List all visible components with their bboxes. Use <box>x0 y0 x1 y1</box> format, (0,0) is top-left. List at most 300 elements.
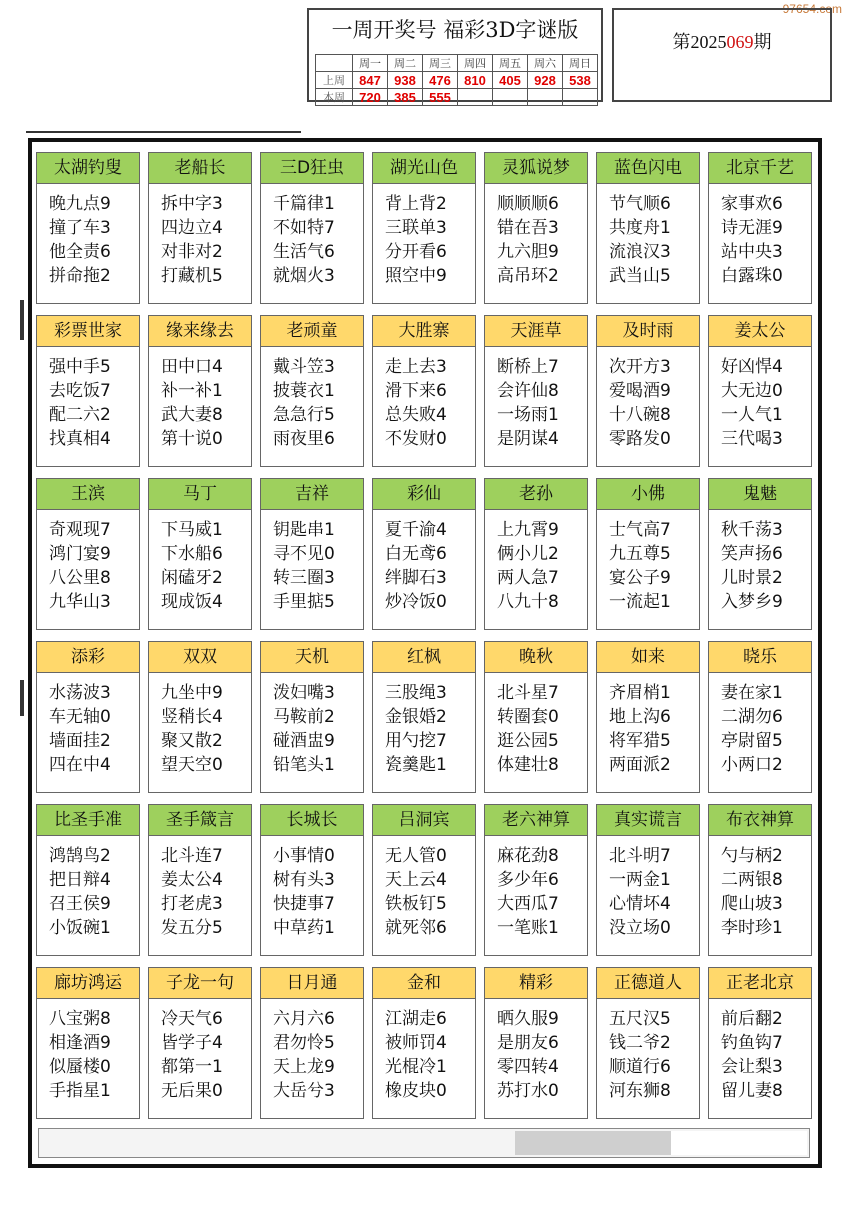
card-title: 子龙一句 <box>149 968 251 999</box>
riddle-line: 十八碗8 <box>609 405 671 425</box>
card-title: 吕洞宾 <box>373 805 475 836</box>
riddle-line: 背上背2 <box>385 194 447 214</box>
riddle-line: 爱喝酒9 <box>609 381 671 401</box>
riddle-line: 节气顺6 <box>609 194 671 214</box>
riddle-line: 四边立4 <box>161 218 223 238</box>
card-title: 王滨 <box>37 479 139 510</box>
riddle-line: 树有头3 <box>273 870 335 890</box>
riddle-line: 鸿门宴9 <box>49 544 111 564</box>
card-lines <box>37 184 139 288</box>
riddle-line: 金银婚2 <box>385 707 447 727</box>
card-title: 日月通 <box>261 968 363 999</box>
result-cell: 538 <box>563 72 598 89</box>
result-cell <box>493 89 528 106</box>
riddle-line: 八公里8 <box>49 568 111 588</box>
riddle-line: 留儿妻8 <box>721 1081 783 1101</box>
card-lines <box>597 999 699 1103</box>
card-title: 太湖钓叟 <box>37 153 139 184</box>
card-title: 精彩 <box>485 968 587 999</box>
riddle-line: 武当山5 <box>609 266 671 286</box>
riddle-line: 快捷事7 <box>273 894 335 914</box>
watermark: 97654.com <box>782 2 842 16</box>
riddle-line: 没立场0 <box>609 918 671 938</box>
result-cell: 405 <box>493 72 528 89</box>
card-title: 马丁 <box>149 479 251 510</box>
card-title: 蓝色闪电 <box>597 153 699 184</box>
riddle-line: 一两金1 <box>609 870 671 890</box>
result-cell <box>528 89 563 106</box>
riddle-line: 中草药1 <box>273 918 335 938</box>
period-number <box>614 28 830 54</box>
riddle-line: 分开看6 <box>385 242 447 262</box>
riddle-line: 心情坏4 <box>609 894 671 914</box>
riddle-card <box>260 641 364 793</box>
result-cell <box>458 89 493 106</box>
card-lines <box>261 184 363 288</box>
riddle-line: 二两银8 <box>721 870 783 890</box>
card-lines <box>709 999 811 1103</box>
riddle-line: 二湖勿6 <box>721 707 783 727</box>
riddle-line: 妻在家1 <box>721 683 783 703</box>
riddle-line: 补一补1 <box>161 381 223 401</box>
riddle-card <box>596 315 700 467</box>
card-lines <box>597 347 699 451</box>
riddle-line: 碰酒盅9 <box>273 731 335 751</box>
riddle-line: 闲磕牙2 <box>161 568 223 588</box>
riddle-line: 北斗星7 <box>497 683 559 703</box>
riddle-line: 一流起1 <box>609 592 671 612</box>
riddle-line: 三代喝3 <box>721 429 783 449</box>
card-title: 老六神算 <box>485 805 587 836</box>
riddle-line: 士气高7 <box>609 520 671 540</box>
riddle-line: 皆学子4 <box>161 1033 223 1053</box>
riddle-line: 站中央3 <box>721 242 783 262</box>
scan-mark <box>20 680 24 716</box>
card-lines <box>373 347 475 451</box>
riddle-line: 都第一1 <box>161 1057 223 1077</box>
riddle-card <box>372 315 476 467</box>
riddle-card <box>36 315 140 467</box>
riddle-line: 白露珠0 <box>721 266 783 286</box>
riddle-line: 一笔账1 <box>497 918 559 938</box>
riddle-line: 打老虎3 <box>161 894 223 914</box>
day-header: 周一 <box>353 55 388 72</box>
riddle-line: 小事情0 <box>273 846 335 866</box>
card-lines <box>597 510 699 614</box>
riddle-card <box>260 478 364 630</box>
card-lines <box>261 999 363 1103</box>
card-title: 灵狐说梦 <box>485 153 587 184</box>
riddle-line: 走上去3 <box>385 357 447 377</box>
riddle-card <box>484 152 588 304</box>
riddle-line: 钓鱼钩7 <box>721 1033 783 1053</box>
day-header: 周二 <box>388 55 423 72</box>
card-title: 老顽童 <box>261 316 363 347</box>
riddle-line: 两人急7 <box>497 568 559 588</box>
card-title: 姜太公 <box>709 316 811 347</box>
result-cell: 476 <box>423 72 458 89</box>
card-title: 吉祥 <box>261 479 363 510</box>
card-title: 布衣神算 <box>709 805 811 836</box>
card-title: 比圣手准 <box>37 805 139 836</box>
riddle-line: 零路发0 <box>609 429 671 449</box>
riddle-line: 俩小儿2 <box>497 544 559 564</box>
riddle-line: 下马威1 <box>161 520 223 540</box>
bottom-bar <box>38 1128 810 1158</box>
riddle-line: 两面派2 <box>609 755 671 775</box>
riddle-line: 四在中4 <box>49 755 111 775</box>
riddle-line: 大西瓜7 <box>497 894 559 914</box>
riddle-line: 下水船6 <box>161 544 223 564</box>
card-title: 北京千艺 <box>709 153 811 184</box>
riddle-line: 钱二爷2 <box>609 1033 671 1053</box>
riddle-card <box>708 315 812 467</box>
card-title: 小佛 <box>597 479 699 510</box>
riddle-line: 地上沟6 <box>609 707 671 727</box>
card-title: 正德道人 <box>597 968 699 999</box>
riddle-line: 李时珍1 <box>721 918 783 938</box>
riddle-line: 大无边0 <box>721 381 783 401</box>
period-issue: 069 <box>726 32 754 52</box>
riddle-line: 入梦乡9 <box>721 592 783 612</box>
riddle-line: 手里掂5 <box>273 592 335 612</box>
riddle-line: 共度舟1 <box>609 218 671 238</box>
riddle-line: 九五尊5 <box>609 544 671 564</box>
riddle-line: 他全责6 <box>49 242 111 262</box>
riddle-line: 钥匙串1 <box>273 520 335 540</box>
riddle-line: 奇观现7 <box>49 520 111 540</box>
riddle-line: 鸿鹄鸟2 <box>49 846 111 866</box>
result-cell: 928 <box>528 72 563 89</box>
corner-cell <box>316 55 353 72</box>
riddle-line: 橡皮块0 <box>385 1081 447 1101</box>
card-lines <box>149 184 251 288</box>
riddle-line: 千篇律1 <box>273 194 335 214</box>
card-title: 正老北京 <box>709 968 811 999</box>
riddle-line: 五尺汉5 <box>609 1009 671 1029</box>
divider <box>26 131 301 133</box>
riddle-line: 马鞍前2 <box>273 707 335 727</box>
page-title: 一周开奖号 福彩3D字谜版 <box>331 18 579 42</box>
card-lines <box>709 673 811 777</box>
riddle-line: 三股绳3 <box>385 683 447 703</box>
riddle-line: 爬山坡3 <box>721 894 783 914</box>
card-lines <box>261 347 363 451</box>
riddle-line: 流浪汉3 <box>609 242 671 262</box>
card-lines <box>37 999 139 1103</box>
riddle-line: 急急行5 <box>273 405 335 425</box>
card-lines <box>373 510 475 614</box>
card-lines <box>597 184 699 288</box>
riddle-line: 会许仙8 <box>497 381 559 401</box>
riddle-line: 撞了车3 <box>49 218 111 238</box>
riddle-line: 泼妇嘴3 <box>273 683 335 703</box>
riddle-line: 家事欢6 <box>721 194 783 214</box>
riddle-line: 用勺挖7 <box>385 731 447 751</box>
riddle-line: 君勿怜5 <box>273 1033 335 1053</box>
result-cell: 720 <box>353 89 388 106</box>
riddle-line: 体建壮8 <box>497 755 559 775</box>
riddle-card <box>148 478 252 630</box>
card-lines <box>37 836 139 940</box>
card-title: 双双 <box>149 642 251 673</box>
riddle-card <box>372 478 476 630</box>
day-header: 周三 <box>423 55 458 72</box>
riddle-line: 多少年6 <box>497 870 559 890</box>
riddle-card <box>484 967 588 1119</box>
card-lines <box>597 673 699 777</box>
riddle-line: 姜太公4 <box>161 870 223 890</box>
riddle-card <box>484 804 588 956</box>
days-row <box>316 55 598 72</box>
riddle-card <box>36 967 140 1119</box>
riddle-line: 铁板钉5 <box>385 894 447 914</box>
riddle-line: 夏千渝4 <box>385 520 447 540</box>
riddle-line: 相逢酒9 <box>49 1033 111 1053</box>
riddle-card <box>148 967 252 1119</box>
riddle-line: 天上云4 <box>385 870 447 890</box>
card-lines <box>149 673 251 777</box>
riddle-card <box>484 641 588 793</box>
riddle-line: 转三圈3 <box>273 568 335 588</box>
this-week-label: 本周 <box>316 89 353 106</box>
card-title: 老船长 <box>149 153 251 184</box>
riddle-line: 零四转4 <box>497 1057 559 1077</box>
riddle-line: 宴公子9 <box>609 568 671 588</box>
riddle-line: 河东狮8 <box>609 1081 671 1101</box>
riddle-line: 墙面挂2 <box>49 731 111 751</box>
riddle-line: 手指星1 <box>49 1081 111 1101</box>
result-cell: 385 <box>388 89 423 106</box>
card-lines <box>485 836 587 940</box>
riddle-line: 上九霄9 <box>497 520 559 540</box>
scan-mark <box>20 300 24 340</box>
card-lines <box>485 510 587 614</box>
riddle-line: 铅笔头1 <box>273 755 335 775</box>
riddle-line: 就烟火3 <box>273 266 335 286</box>
riddle-line: 秋千荡3 <box>721 520 783 540</box>
riddle-line: 车无轴0 <box>49 707 111 727</box>
card-title: 晓乐 <box>709 642 811 673</box>
riddle-card <box>260 152 364 304</box>
card-lines <box>485 999 587 1103</box>
riddle-card <box>596 804 700 956</box>
card-lines <box>485 673 587 777</box>
riddle-line: 八宝粥8 <box>49 1009 111 1029</box>
riddle-line: 转圈套0 <box>497 707 559 727</box>
day-header: 周六 <box>528 55 563 72</box>
riddle-line: 拼命拖2 <box>49 266 111 286</box>
riddle-line: 白无鸢6 <box>385 544 447 564</box>
day-header: 周日 <box>563 55 598 72</box>
riddle-line: 聚又散2 <box>161 731 223 751</box>
card-lines <box>37 347 139 451</box>
riddle-line: 北斗连7 <box>161 846 223 866</box>
riddle-line: 照空中9 <box>385 266 447 286</box>
riddle-line: 六月六6 <box>273 1009 335 1029</box>
card-title: 彩仙 <box>373 479 475 510</box>
riddle-card <box>148 804 252 956</box>
card-title: 彩票世家 <box>37 316 139 347</box>
riddle-line: 九六胆9 <box>497 242 559 262</box>
riddle-line: 光棍冷1 <box>385 1057 447 1077</box>
card-title: 廊坊鸿运 <box>37 968 139 999</box>
riddle-line: 苏打水0 <box>497 1081 559 1101</box>
riddle-card <box>36 641 140 793</box>
card-lines <box>261 836 363 940</box>
period-box <box>612 8 832 102</box>
riddle-line: 生活气6 <box>273 242 335 262</box>
riddle-card <box>708 804 812 956</box>
riddle-card <box>372 804 476 956</box>
riddle-line: 绊脚石3 <box>385 568 447 588</box>
riddle-line: 九坐中9 <box>161 683 223 703</box>
card-title: 天涯草 <box>485 316 587 347</box>
riddle-line: 天上龙9 <box>273 1057 335 1077</box>
day-header: 周五 <box>493 55 528 72</box>
result-cell: 938 <box>388 72 423 89</box>
riddle-line: 把日辩4 <box>49 870 111 890</box>
card-lines <box>373 673 475 777</box>
riddle-card <box>372 641 476 793</box>
riddle-line: 武大妻8 <box>161 405 223 425</box>
card-title: 大胜寨 <box>373 316 475 347</box>
riddle-line: 现成饭4 <box>161 592 223 612</box>
riddle-card <box>484 478 588 630</box>
riddle-line: 瓷羹匙1 <box>385 755 447 775</box>
riddle-card <box>372 967 476 1119</box>
card-lines <box>485 347 587 451</box>
riddle-line: 配二六2 <box>49 405 111 425</box>
riddle-card <box>596 967 700 1119</box>
card-lines <box>37 510 139 614</box>
riddle-line: 似蜃楼0 <box>49 1057 111 1077</box>
card-title: 湖光山色 <box>373 153 475 184</box>
period-prefix: 第2025 <box>672 32 727 52</box>
riddle-line: 好凶悍4 <box>721 357 783 377</box>
riddle-line: 披蓑衣1 <box>273 381 335 401</box>
bottom-bar-shade <box>515 1131 671 1155</box>
riddle-card <box>36 152 140 304</box>
riddle-card <box>148 152 252 304</box>
riddle-line: 拆中字3 <box>161 194 223 214</box>
riddle-card <box>484 315 588 467</box>
riddle-line: 无后果0 <box>161 1081 223 1101</box>
card-title: 三D狂虫 <box>261 153 363 184</box>
riddle-line: 勺与柄2 <box>721 846 783 866</box>
riddle-line: 笑声扬6 <box>721 544 783 564</box>
result-cell <box>563 89 598 106</box>
riddle-card <box>708 152 812 304</box>
riddle-line: 三联单3 <box>385 218 447 238</box>
riddle-line: 一场雨1 <box>497 405 559 425</box>
card-lines <box>149 999 251 1103</box>
riddle-line: 顺道行6 <box>609 1057 671 1077</box>
riddle-line: 戴斗笠3 <box>273 357 335 377</box>
riddle-line: 寻不见0 <box>273 544 335 564</box>
riddle-card <box>596 152 700 304</box>
riddle-card <box>260 315 364 467</box>
riddle-line: 打藏机5 <box>161 266 223 286</box>
riddle-line: 会让梨3 <box>721 1057 783 1077</box>
riddle-card <box>148 315 252 467</box>
riddle-line: 八九十8 <box>497 592 559 612</box>
riddle-card <box>596 478 700 630</box>
card-lines <box>37 673 139 777</box>
riddle-line: 不发财0 <box>385 429 447 449</box>
card-title: 长城长 <box>261 805 363 836</box>
riddle-line: 小两口2 <box>721 755 783 775</box>
card-lines <box>709 510 811 614</box>
card-title: 鬼魅 <box>709 479 811 510</box>
riddle-line: 诗无涯9 <box>721 218 783 238</box>
riddle-line: 雨夜里6 <box>273 429 335 449</box>
riddle-line: 九华山3 <box>49 592 111 612</box>
day-header: 周四 <box>458 55 493 72</box>
riddle-line: 就死邻6 <box>385 918 447 938</box>
riddle-line: 田中口4 <box>161 357 223 377</box>
riddle-line: 无人管0 <box>385 846 447 866</box>
card-lines <box>149 836 251 940</box>
card-lines <box>709 836 811 940</box>
period-suffix: 期 <box>753 32 772 52</box>
riddle-line: 一人气1 <box>721 405 783 425</box>
riddle-card <box>36 478 140 630</box>
result-cell: 810 <box>458 72 493 89</box>
weekly-results-table <box>315 54 598 106</box>
card-title: 金和 <box>373 968 475 999</box>
riddle-card <box>708 967 812 1119</box>
riddle-line: 冷天气6 <box>161 1009 223 1029</box>
riddle-line: 去吃饭7 <box>49 381 111 401</box>
riddle-line: 是朋友6 <box>497 1033 559 1053</box>
riddle-line: 顺顺顺6 <box>497 194 559 214</box>
card-lines <box>485 184 587 288</box>
card-lines <box>373 184 475 288</box>
card-lines <box>597 836 699 940</box>
riddle-line: 逛公园5 <box>497 731 559 751</box>
riddle-line: 断桥上7 <box>497 357 559 377</box>
card-lines <box>373 836 475 940</box>
riddle-line: 对非对2 <box>161 242 223 262</box>
riddle-line: 召王侯9 <box>49 894 111 914</box>
last-week-label: 上周 <box>316 72 353 89</box>
card-lines <box>261 673 363 777</box>
card-lines <box>373 999 475 1103</box>
last-week-row <box>316 72 598 89</box>
riddle-line: 不如特7 <box>273 218 335 238</box>
riddle-card <box>596 641 700 793</box>
riddle-line: 晒久服9 <box>497 1009 559 1029</box>
card-title: 如来 <box>597 642 699 673</box>
riddle-line: 北斗明7 <box>609 846 671 866</box>
riddle-line: 滑下来6 <box>385 381 447 401</box>
riddle-line: 次开方3 <box>609 357 671 377</box>
riddle-card <box>260 967 364 1119</box>
card-title: 真实谎言 <box>597 805 699 836</box>
result-cell: 555 <box>423 89 458 106</box>
riddle-line: 晚九点9 <box>49 194 111 214</box>
riddle-line: 小饭碗1 <box>49 918 111 938</box>
riddle-card <box>372 152 476 304</box>
riddle-card <box>260 804 364 956</box>
riddle-line: 总失败4 <box>385 405 447 425</box>
card-title: 天机 <box>261 642 363 673</box>
riddle-line: 错在吾3 <box>497 218 559 238</box>
riddle-card <box>708 641 812 793</box>
card-lines <box>261 510 363 614</box>
card-title: 及时雨 <box>597 316 699 347</box>
